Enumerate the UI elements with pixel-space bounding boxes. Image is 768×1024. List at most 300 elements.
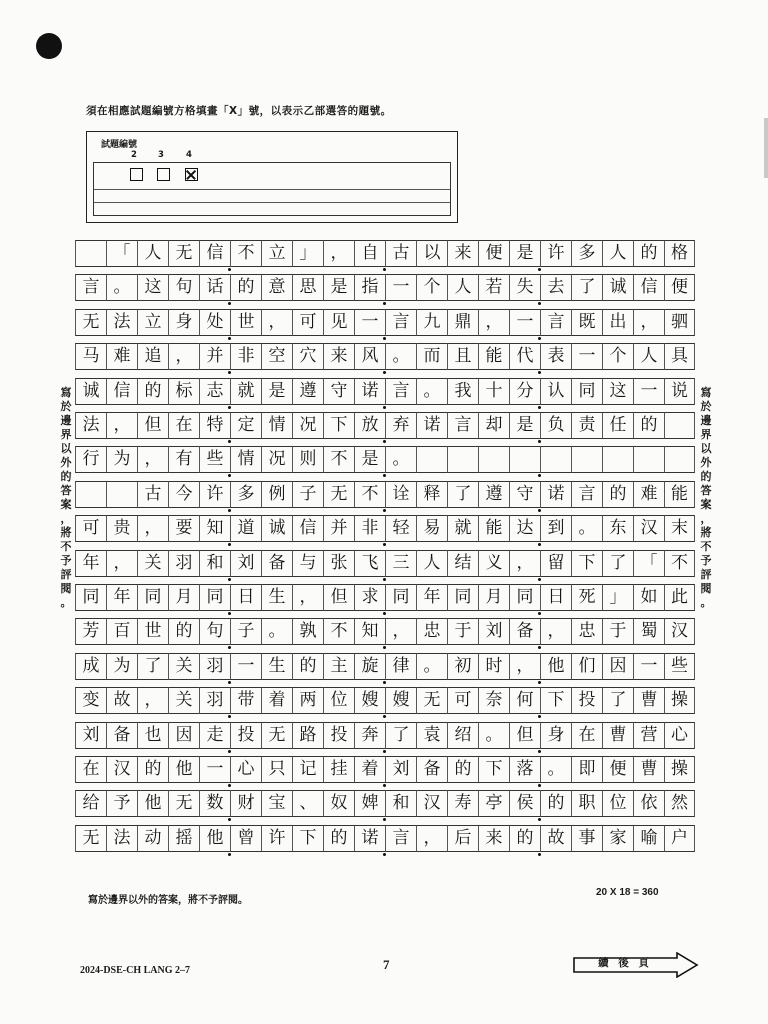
essay-grid-row	[75, 343, 695, 370]
essay-grid-cell: 多	[571, 240, 602, 267]
grid-count-mark	[538, 578, 541, 581]
essay-grid-cell: 志	[199, 378, 230, 405]
essay-grid-cell: 这	[137, 274, 168, 301]
essay-grid-cell: 来	[323, 343, 354, 370]
essay-grid-row	[75, 309, 695, 336]
essay-grid-cell: 例	[261, 481, 292, 508]
essay-grid-cell: 言	[571, 481, 602, 508]
grid-count-mark	[538, 784, 541, 787]
essay-grid-cell: 绍	[447, 722, 478, 749]
essay-grid-cell: 可	[292, 309, 323, 336]
essay-grid-cell: 情	[261, 412, 292, 439]
essay-grid-cell	[509, 446, 540, 473]
essay-grid-cell: 同	[385, 584, 416, 611]
essay-grid-cell: 失	[509, 274, 540, 301]
essay-grid-cell: 责	[571, 412, 602, 439]
side-note-char: 邊	[700, 414, 712, 427]
essay-grid-cell: 则	[292, 446, 323, 473]
essay-grid-cell: 只	[261, 756, 292, 783]
essay-grid-cell	[664, 412, 695, 439]
essay-grid-row	[75, 618, 695, 645]
essay-grid-cell: 记	[292, 756, 323, 783]
question-number-3: 3	[158, 150, 164, 160]
essay-grid-cell: 今	[168, 481, 199, 508]
essay-grid-cell: 诚	[602, 274, 633, 301]
essay-grid-cell: 位	[602, 790, 633, 817]
essay-grid-cell: 许	[199, 481, 230, 508]
question-3-checkbox[interactable]	[157, 168, 170, 181]
essay-grid-cell: 于	[447, 618, 478, 645]
essay-grid-cell: 备	[416, 756, 447, 783]
essay-grid-cell	[447, 446, 478, 473]
essay-grid-cell: 汉	[416, 790, 447, 817]
essay-grid-row	[75, 274, 695, 301]
essay-grid-cell: 。	[540, 756, 571, 783]
essay-grid-cell: 的	[633, 240, 664, 267]
essay-grid-cell: 了	[571, 274, 602, 301]
essay-grid-cell: 一	[230, 653, 261, 680]
essay-grid-cell: 信	[292, 515, 323, 542]
side-note-char: 閱	[700, 582, 712, 595]
essay-grid-cell: 易	[416, 515, 447, 542]
essay-grid-cell: 初	[447, 653, 478, 680]
grid-count-mark	[538, 612, 541, 615]
essay-grid-cell: 下	[540, 687, 571, 714]
essay-grid-cell: 为	[106, 446, 137, 473]
side-note-char: 案	[700, 498, 712, 511]
essay-grid-cell: 句	[199, 618, 230, 645]
grid-count-mark	[228, 612, 231, 615]
essay-grid-cell: 是	[509, 412, 540, 439]
grid-count-mark	[228, 646, 231, 649]
side-note-char: 界	[700, 428, 712, 441]
essay-grid-row	[75, 687, 695, 714]
essay-grid-cell: 刘	[230, 550, 261, 577]
essay-grid-cell: 个	[416, 274, 447, 301]
essay-grid-cell: 了	[602, 550, 633, 577]
essay-grid-cell: 生	[261, 584, 292, 611]
essay-grid-cell: 的	[323, 825, 354, 852]
essay-grid-cell: 结	[447, 550, 478, 577]
grid-count-mark	[383, 853, 386, 856]
essay-grid-cell: 十	[478, 378, 509, 405]
essay-grid-cell: 一	[199, 756, 230, 783]
essay-grid-cell: 在	[571, 722, 602, 749]
essay-grid-cell: 芳	[75, 618, 106, 645]
essay-grid-cell: 曹	[633, 687, 664, 714]
essay-grid-cell: 在	[168, 412, 199, 439]
essay-grid-cell: 指	[354, 274, 385, 301]
side-note-char: 予	[700, 554, 712, 567]
essay-grid-cell: 守	[323, 378, 354, 405]
grid-count-mark	[538, 268, 541, 271]
right-margin-warning	[699, 386, 713, 610]
essay-grid-cell: 何	[509, 687, 540, 714]
side-note-char: 的	[700, 470, 712, 483]
essay-grid-cell: 、	[292, 790, 323, 817]
essay-grid-cell: 人	[137, 240, 168, 267]
essay-grid-cell: 嫂	[385, 687, 416, 714]
essay-grid-cell: 自	[354, 240, 385, 267]
grid-count-mark	[228, 268, 231, 271]
essay-grid-row	[75, 446, 695, 473]
essay-grid-cell: 时	[478, 653, 509, 680]
essay-grid-cell: 身	[168, 309, 199, 336]
essay-grid-cell: 投	[230, 722, 261, 749]
essay-grid-cell: 可	[447, 687, 478, 714]
essay-grid-cell: 诺	[354, 378, 385, 405]
essay-grid-cell: 有	[168, 446, 199, 473]
essay-grid-cell: 投	[323, 722, 354, 749]
essay-grid-cell: 曹	[602, 722, 633, 749]
essay-grid-cell: 喻	[633, 825, 664, 852]
essay-grid-cell: 许	[540, 240, 571, 267]
grid-count-mark	[538, 406, 541, 409]
essay-grid-cell: 一	[509, 309, 540, 336]
essay-grid-cell: 了	[385, 722, 416, 749]
essay-grid-cell: 处	[199, 309, 230, 336]
essay-grid-cell: 侯	[509, 790, 540, 817]
essay-grid-cell: 的	[230, 274, 261, 301]
grid-count-mark	[538, 715, 541, 718]
left-margin-warning	[59, 386, 73, 610]
essay-grid-cell: 不	[664, 550, 695, 577]
essay-grid-cell: 的	[168, 618, 199, 645]
essay-grid-cell: 婢	[354, 790, 385, 817]
question-2-checkbox[interactable]	[130, 168, 143, 181]
side-note-char: 以	[700, 442, 712, 455]
side-note-char: 。	[700, 596, 712, 609]
essay-grid-cell: ，	[385, 618, 416, 645]
essay-grid-cell: 行	[75, 446, 106, 473]
essay-grid-cell: 达	[509, 515, 540, 542]
essay-grid-cell: 立	[261, 240, 292, 267]
essay-grid-cell: 着	[261, 687, 292, 714]
essay-grid-cell: ，	[137, 687, 168, 714]
essay-grid-cell: 东	[602, 515, 633, 542]
essay-grid-cell: 两	[292, 687, 323, 714]
grid-count-mark	[228, 302, 231, 305]
essay-grid-cell: 飞	[354, 550, 385, 577]
side-note-char: 閱	[60, 582, 72, 595]
essay-grid-cell: 既	[571, 309, 602, 336]
essay-answer-grid	[75, 240, 695, 882]
question-selection-instruction: 須在相應試題編號方格填畫「X」號，以表示乙部選答的題號。	[86, 105, 392, 117]
essay-grid-cell: 汉	[633, 515, 664, 542]
essay-grid-cell: 因	[602, 653, 633, 680]
essay-grid-cell: 刘	[75, 722, 106, 749]
essay-grid-row	[75, 584, 695, 611]
essay-grid-cell: 身	[540, 722, 571, 749]
essay-grid-cell: 能	[478, 515, 509, 542]
essay-grid-cell: 下	[323, 412, 354, 439]
essay-grid-cell: ，	[416, 825, 447, 852]
essay-grid-cell: 负	[540, 412, 571, 439]
essay-grid-cell: 他	[168, 756, 199, 783]
essay-grid-cell	[75, 481, 106, 508]
essay-grid-cell: 的	[137, 378, 168, 405]
essay-grid-cell: 马	[75, 343, 106, 370]
essay-grid-cell: 人	[633, 343, 664, 370]
essay-grid-cell: 个	[602, 343, 633, 370]
essay-grid-cell: 故	[540, 825, 571, 852]
essay-grid-cell: 事	[571, 825, 602, 852]
side-note-char: 界	[60, 428, 72, 441]
essay-grid-cell: 下	[292, 825, 323, 852]
grid-count-mark	[228, 715, 231, 718]
side-note-char: 於	[700, 400, 712, 413]
essay-grid-cell: 遵	[292, 378, 323, 405]
grid-count-mark	[228, 440, 231, 443]
question-number-2: 2	[131, 150, 137, 160]
side-note-char: 外	[60, 456, 72, 469]
essay-grid-cell: 见	[323, 309, 354, 336]
essay-grid-cell: ，	[509, 550, 540, 577]
side-note-char: 答	[60, 484, 72, 497]
essay-grid-cell: 同	[199, 584, 230, 611]
essay-grid-cell: 诚	[261, 515, 292, 542]
essay-grid-cell: 追	[137, 343, 168, 370]
essay-grid-cell: 同	[137, 584, 168, 611]
essay-grid-cell: 的	[540, 790, 571, 817]
essay-grid-cell: 这	[602, 378, 633, 405]
essay-grid-cell: 难	[633, 481, 664, 508]
essay-grid-cell: 营	[633, 722, 664, 749]
essay-grid-cell: 诺	[416, 412, 447, 439]
essay-grid-cell: 句	[168, 274, 199, 301]
grid-count-mark	[538, 474, 541, 477]
essay-grid-cell: 此	[664, 584, 695, 611]
side-note-char: 於	[60, 400, 72, 413]
essay-grid-cell: ，	[509, 653, 540, 680]
essay-grid-cell: 的	[137, 756, 168, 783]
essay-grid-cell: 能	[478, 343, 509, 370]
grid-count-mark	[228, 474, 231, 477]
question-4-checkbox-marked[interactable]	[185, 168, 198, 181]
essay-grid-cell: ，	[137, 446, 168, 473]
essay-grid-row	[75, 722, 695, 749]
essay-grid-cell: 无	[75, 825, 106, 852]
essay-grid-cell: 百	[106, 618, 137, 645]
essay-grid-cell: 认	[540, 378, 571, 405]
essay-grid-cell: 与	[292, 550, 323, 577]
side-note-char: 。	[60, 596, 72, 609]
essay-grid-row	[75, 240, 695, 267]
essay-grid-cell: ，	[261, 309, 292, 336]
essay-grid-cell: 。	[416, 653, 447, 680]
side-note-char: 將	[60, 526, 72, 539]
essay-grid-cell: 「	[106, 240, 137, 267]
essay-grid-cell: 放	[354, 412, 385, 439]
essay-grid-cell: 弃	[385, 412, 416, 439]
essay-grid-cell: 寿	[447, 790, 478, 817]
essay-grid-cell: 因	[168, 722, 199, 749]
essay-grid-cell: 九	[416, 309, 447, 336]
essay-grid-cell: 便	[664, 274, 695, 301]
continue-label: 續 後 頁	[598, 957, 652, 969]
essay-grid-cell: 况	[292, 412, 323, 439]
essay-grid-cell	[633, 446, 664, 473]
side-note-char: 予	[60, 554, 72, 567]
essay-grid-cell: 轻	[385, 515, 416, 542]
essay-grid-cell: 诺	[540, 481, 571, 508]
essay-grid-cell: 就	[230, 378, 261, 405]
essay-grid-cell: 道	[230, 515, 261, 542]
side-note-char: 評	[700, 568, 712, 581]
essay-grid-cell: 备	[261, 550, 292, 577]
essay-grid-cell: 知	[199, 515, 230, 542]
essay-grid-cell: ，	[478, 309, 509, 336]
grid-count-mark	[383, 474, 386, 477]
grid-count-mark	[228, 337, 231, 340]
essay-grid-cell: 律	[385, 653, 416, 680]
essay-grid-cell: 却	[478, 412, 509, 439]
essay-grid-cell: 但	[323, 584, 354, 611]
essay-grid-cell: 法	[106, 309, 137, 336]
essay-grid-cell: ，	[106, 550, 137, 577]
side-note-char: 將	[700, 526, 712, 539]
essay-grid-cell: 人	[416, 550, 447, 577]
page-edge-shadow	[764, 118, 768, 178]
essay-grid-cell: 无	[75, 309, 106, 336]
essay-grid-cell: 多	[230, 481, 261, 508]
grid-count-mark	[383, 681, 386, 684]
essay-grid-cell: 可	[75, 515, 106, 542]
essay-grid-cell: 关	[168, 653, 199, 680]
essay-grid-cell: 特	[199, 412, 230, 439]
essay-grid-cell: 难	[106, 343, 137, 370]
essay-grid-cell: 「	[633, 550, 664, 577]
essay-grid-cell: 非	[230, 343, 261, 370]
essay-grid-cell: 能	[664, 481, 695, 508]
grid-count-mark	[383, 302, 386, 305]
side-note-char: 案	[60, 498, 72, 511]
essay-grid-cell: 是	[509, 240, 540, 267]
essay-grid-cell: 摇	[168, 825, 199, 852]
essay-grid-cell: 户	[664, 825, 695, 852]
essay-grid-cell: 一	[633, 653, 664, 680]
essay-grid-cell: 释	[416, 481, 447, 508]
essay-grid-cell: 他	[137, 790, 168, 817]
grid-count-mark	[383, 612, 386, 615]
essay-grid-cell: 留	[540, 550, 571, 577]
essay-grid-cell: 然	[664, 790, 695, 817]
essay-grid-cell: 他	[540, 653, 571, 680]
essay-grid-cell: 为	[106, 653, 137, 680]
essay-grid-cell: 下	[478, 756, 509, 783]
essay-grid-cell: 以	[416, 240, 447, 267]
essay-grid-cell: 末	[664, 515, 695, 542]
grid-count-mark	[383, 715, 386, 718]
grid-count-mark	[383, 371, 386, 374]
essay-grid-cell: 些	[664, 653, 695, 680]
grid-count-mark	[228, 509, 231, 512]
side-note-char: ，	[60, 512, 72, 525]
essay-grid-cell	[602, 446, 633, 473]
essay-grid-cell: 但	[137, 412, 168, 439]
essay-grid-cell: 如	[633, 584, 664, 611]
essay-grid-cell: 便	[602, 756, 633, 783]
essay-grid-cell: 世	[230, 309, 261, 336]
essay-grid-cell: 路	[292, 722, 323, 749]
essay-grid-cell: 来	[478, 825, 509, 852]
essay-grid-cell: 心	[230, 756, 261, 783]
essay-grid-cell: 他	[199, 825, 230, 852]
essay-grid-cell: 言	[385, 825, 416, 852]
essay-grid-cell: 且	[447, 343, 478, 370]
essay-grid-cell: 同	[571, 378, 602, 405]
essay-grid-cell: 格	[664, 240, 695, 267]
essay-grid-cell: 空	[261, 343, 292, 370]
question-number-title: 試題編號	[101, 140, 138, 150]
essay-grid-cell: 古	[137, 481, 168, 508]
essay-grid-cell: 依	[633, 790, 664, 817]
essay-grid-row	[75, 653, 695, 680]
essay-grid-cell: 给	[75, 790, 106, 817]
essay-grid-cell: 羽	[199, 687, 230, 714]
grid-count-mark	[383, 406, 386, 409]
essay-grid-cell: 言	[75, 274, 106, 301]
grid-count-mark	[538, 818, 541, 821]
essay-grid-cell: 到	[540, 515, 571, 542]
side-note-char: 的	[60, 470, 72, 483]
essay-grid-row	[75, 515, 695, 542]
essay-grid-cell: 遵	[478, 481, 509, 508]
essay-grid-cell: ，	[137, 515, 168, 542]
essay-grid-cell: 动	[137, 825, 168, 852]
essay-grid-cell: 了	[447, 481, 478, 508]
essay-grid-cell: 就	[447, 515, 478, 542]
essay-grid-cell: 信	[106, 378, 137, 405]
essay-grid-cell: 言	[540, 309, 571, 336]
essay-grid-cell: 和	[385, 790, 416, 817]
essay-grid-cell: 穴	[292, 343, 323, 370]
essay-grid-cell: 财	[230, 790, 261, 817]
essay-grid-cell: 子	[230, 618, 261, 645]
essay-grid-cell: 是	[323, 274, 354, 301]
essay-grid-cell: 曾	[230, 825, 261, 852]
side-note-char: 答	[700, 484, 712, 497]
essay-grid-cell: 世	[137, 618, 168, 645]
page-number: 7	[383, 957, 390, 972]
essay-grid-cell: 无	[261, 722, 292, 749]
essay-grid-cell: 的	[447, 756, 478, 783]
grid-count-mark	[383, 818, 386, 821]
grid-count-mark	[228, 406, 231, 409]
essay-grid-cell: 关	[137, 550, 168, 577]
essay-grid-cell: 代	[509, 343, 540, 370]
essay-grid-cell: 了	[137, 653, 168, 680]
essay-grid-cell: 我	[447, 378, 478, 405]
grid-count-mark	[538, 371, 541, 374]
essay-grid-cell: 信	[633, 274, 664, 301]
essay-grid-cell: 忠	[571, 618, 602, 645]
essay-grid-cell: 了	[602, 687, 633, 714]
essay-grid-cell: 话	[199, 274, 230, 301]
grid-count-mark	[538, 509, 541, 512]
essay-grid-cell	[571, 446, 602, 473]
essay-grid-cell: 奈	[478, 687, 509, 714]
essay-grid-cell: 月	[478, 584, 509, 611]
grid-count-mark	[228, 784, 231, 787]
essay-grid-cell: 言	[385, 309, 416, 336]
essay-grid-cell: 操	[664, 687, 695, 714]
essay-grid-cell: 家	[602, 825, 633, 852]
essay-grid-cell: 死	[571, 584, 602, 611]
grid-count-mark	[383, 646, 386, 649]
essay-grid-cell: 刘	[385, 756, 416, 783]
side-note-char: 以	[60, 442, 72, 455]
